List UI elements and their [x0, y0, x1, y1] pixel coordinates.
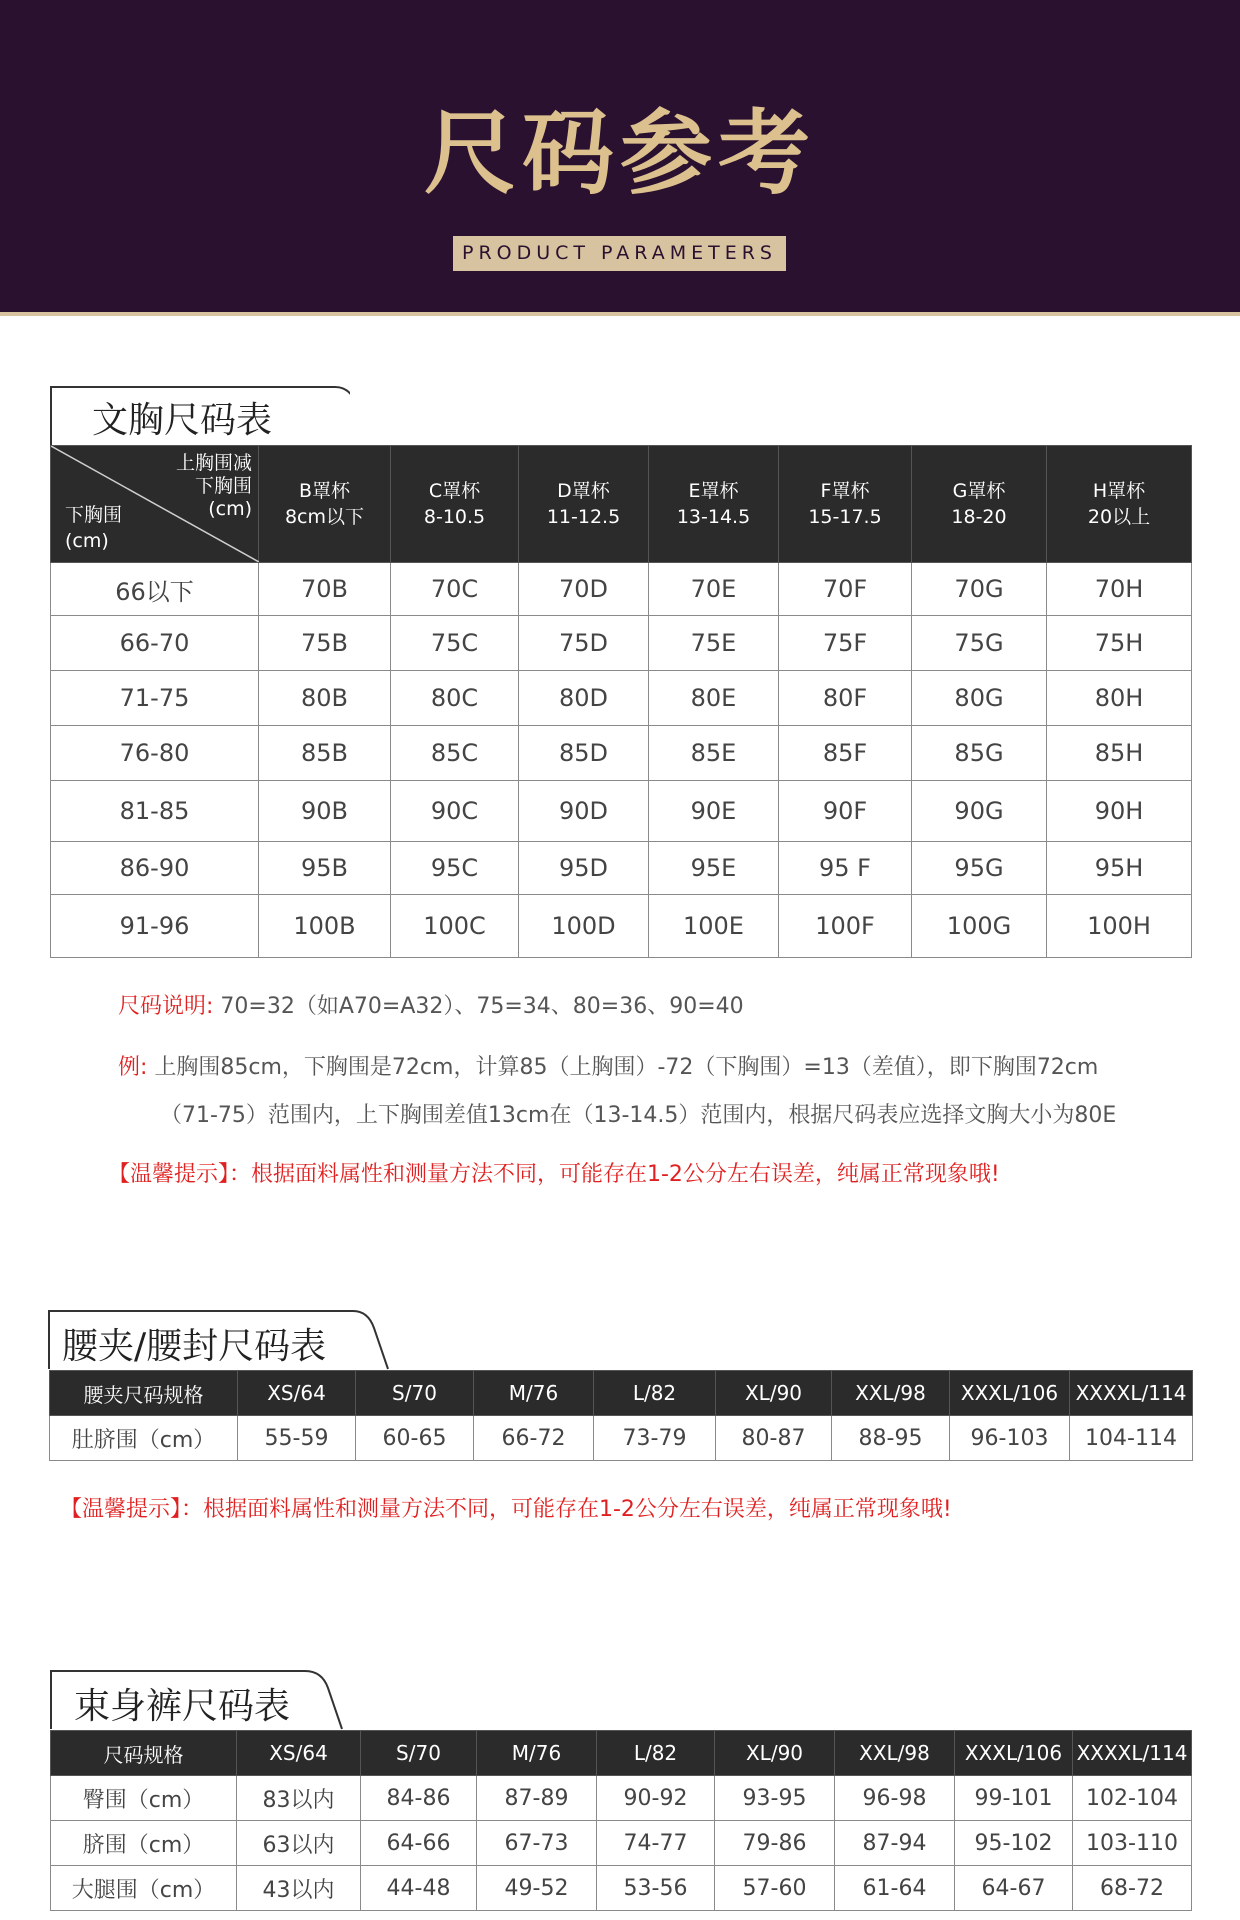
bra-size-cell: 75B [259, 616, 391, 671]
cup-range: 8cm以下 [284, 506, 365, 528]
cup-name: H罩杯 [1092, 480, 1146, 502]
bra-size-tab-label: 文胸尺码表 [92, 400, 273, 441]
bra-size-cell: 70F [779, 563, 912, 616]
example-text: （71-75）范围内，上下胸围差值13cm在（13-14.5）范围内，根据尺码表应选择文胸大小为80E [160, 1103, 1117, 1128]
size-explanation [118, 989, 744, 1020]
table-cell: 55-59 [238, 1416, 356, 1461]
bra-size-cell: 95B [259, 842, 391, 895]
table-cell: 64-66 [361, 1821, 477, 1866]
table-cell: 80-87 [716, 1416, 832, 1461]
column-header: XXXXL/114 [1070, 1371, 1193, 1416]
bra-size-cell: 80H [1047, 671, 1192, 726]
bra-size-cell: 70D [519, 563, 649, 616]
bra-size-cell: 75F [779, 616, 912, 671]
table-cell: 61-64 [835, 1866, 955, 1911]
cup-name: B罩杯 [298, 480, 351, 502]
table-cell: 57-60 [715, 1866, 835, 1911]
column-header: XXXXL/114 [1073, 1731, 1192, 1776]
bra-header-row [51, 446, 1192, 563]
column-header: XS/64 [237, 1731, 361, 1776]
cup-header [391, 446, 519, 563]
cup-header [259, 446, 391, 563]
cup-name: G罩杯 [952, 480, 1006, 502]
bra-size-cell: 95D [519, 842, 649, 895]
bra-size-cell: 80F [779, 671, 912, 726]
waist-size-tab [48, 1308, 348, 1370]
table-cell: 74-77 [597, 1821, 715, 1866]
column-header: S/70 [361, 1731, 477, 1776]
column-header: XXL/98 [835, 1731, 955, 1776]
bra-size-cell: 100E [649, 895, 779, 958]
bra-size-cell: 100C [391, 895, 519, 958]
cup-range: 20以上 [1087, 506, 1151, 528]
bra-size-cell: 80G [912, 671, 1047, 726]
table-cell: 95-102 [955, 1821, 1073, 1866]
table-row [51, 1866, 1192, 1911]
table-cell: 99-101 [955, 1776, 1073, 1821]
bra-size-cell: 95C [391, 842, 519, 895]
cup-header [779, 446, 912, 563]
table-row [51, 563, 1192, 616]
table-row [51, 1821, 1192, 1866]
waist-size-table [49, 1370, 1193, 1461]
cup-header [1047, 446, 1192, 563]
bra-size-cell: 90C [391, 781, 519, 842]
page-title: 尺码参考 [423, 100, 816, 207]
row-label: 大腿围（cm） [51, 1866, 237, 1911]
table-cell: 79-86 [715, 1821, 835, 1866]
table-cell: 96-98 [835, 1776, 955, 1821]
column-header: XL/90 [715, 1731, 835, 1776]
table-cell: 93-95 [715, 1776, 835, 1821]
bra-size-table [50, 445, 1192, 958]
column-header: M/76 [474, 1371, 594, 1416]
waist-header-row [50, 1371, 1193, 1416]
column-header: XXXL/106 [955, 1731, 1073, 1776]
bra-size-cell: 70G [912, 563, 1047, 616]
bra-table-body [51, 563, 1192, 958]
cup-range: 8-10.5 [423, 506, 486, 528]
bra-size-cell: 70H [1047, 563, 1192, 616]
row-label: 肚脐围（cm） [50, 1416, 238, 1461]
table-cell: 67-73 [477, 1821, 597, 1866]
underbust-range-cell: 86-90 [51, 842, 259, 895]
bra-size-cell: 100H [1047, 895, 1192, 958]
corner-top-line: 上胸围减 [175, 452, 252, 474]
bra-size-cell: 100B [259, 895, 391, 958]
bra-size-cell: 95H [1047, 842, 1192, 895]
cup-header [519, 446, 649, 563]
bra-size-cell: 90F [779, 781, 912, 842]
example-text: 上胸围85cm，下胸围是72cm，计算85（上胸围）-72（下胸围）=13（差值），即下胸围72cm [147, 1055, 1099, 1080]
table-row [51, 616, 1192, 671]
bra-size-cell: 95G [912, 842, 1047, 895]
table-cell: 60-65 [356, 1416, 474, 1461]
table-cell: 44-48 [361, 1866, 477, 1911]
underbust-range-cell: 81-85 [51, 781, 259, 842]
bra-size-cell: 80E [649, 671, 779, 726]
table-row [51, 1776, 1192, 1821]
table-cell: 64-67 [955, 1866, 1073, 1911]
table-cell: 83以内 [237, 1776, 361, 1821]
cup-range: 15-17.5 [808, 506, 882, 528]
bra-size-cell: 100F [779, 895, 912, 958]
table-cell: 68-72 [1073, 1866, 1192, 1911]
cup-name: E罩杯 [688, 480, 739, 502]
underbust-range-cell: 66以下 [51, 563, 259, 616]
page-subtitle: PRODUCT PARAMETERS [453, 236, 786, 271]
bra-size-cell: 90H [1047, 781, 1192, 842]
bra-size-cell: 75D [519, 616, 649, 671]
corner-top-line: 下胸围 [194, 475, 252, 497]
underbust-range-cell: 91-96 [51, 895, 259, 958]
bra-size-cell: 100G [912, 895, 1047, 958]
example-line-1 [118, 1050, 1098, 1081]
shapewear-table-body [51, 1776, 1192, 1911]
table-row [51, 726, 1192, 781]
shapewear-size-tab-label: 束身裤尺码表 [74, 1686, 291, 1727]
table-cell: 88-95 [832, 1416, 950, 1461]
bra-size-cell: 85F [779, 726, 912, 781]
table-cell: 103-110 [1073, 1821, 1192, 1866]
bra-size-cell: 90E [649, 781, 779, 842]
bra-size-cell: 85C [391, 726, 519, 781]
bra-size-cell: 70B [259, 563, 391, 616]
underbust-range-cell: 66-70 [51, 616, 259, 671]
table-cell: 53-56 [597, 1866, 715, 1911]
table-cell: 84-86 [361, 1776, 477, 1821]
column-header: 尺码规格 [51, 1731, 237, 1776]
waist-size-tab-label: 腰夹/腰封尺码表 [62, 1326, 327, 1367]
bra-size-cell: 80B [259, 671, 391, 726]
table-cell: 104-114 [1070, 1416, 1193, 1461]
table-cell: 87-94 [835, 1821, 955, 1866]
cup-name: C罩杯 [428, 480, 481, 502]
corner-top-line: (cm) [208, 498, 252, 520]
bra-size-cell: 85D [519, 726, 649, 781]
bra-size-cell: 75G [912, 616, 1047, 671]
bra-size-cell: 90B [259, 781, 391, 842]
table-row [50, 1416, 1193, 1461]
table-cell: 66-72 [474, 1416, 594, 1461]
column-header: XS/64 [238, 1371, 356, 1416]
cup-header [649, 446, 779, 563]
shapewear-size-table [50, 1730, 1192, 1911]
column-header: M/76 [477, 1731, 597, 1776]
table-cell: 49-52 [477, 1866, 597, 1911]
bra-size-cell: 85E [649, 726, 779, 781]
table-cell: 43以内 [237, 1866, 361, 1911]
table-cell: 102-104 [1073, 1776, 1192, 1821]
column-header: 腰夹尺码规格 [50, 1371, 238, 1416]
column-header: XL/90 [716, 1371, 832, 1416]
column-header: XXXL/106 [950, 1371, 1070, 1416]
bra-size-cell: 90D [519, 781, 649, 842]
warm-tip: 【温馨提示】：根据面料属性和测量方法不同，可能存在1-2公分左右误差，纯属正常现象哦! [60, 1497, 952, 1522]
bra-size-cell: 80C [391, 671, 519, 726]
table-row [51, 671, 1192, 726]
table-cell: 90-92 [597, 1776, 715, 1821]
corner-bottom-line: (cm) [65, 530, 109, 552]
underbust-range-cell: 76-80 [51, 726, 259, 781]
column-header: XXL/98 [832, 1371, 950, 1416]
bra-size-cell: 80D [519, 671, 649, 726]
bra-corner-bottom-label [65, 502, 122, 554]
column-header: L/82 [597, 1731, 715, 1776]
bra-size-cell: 90G [912, 781, 1047, 842]
column-header: S/70 [356, 1371, 474, 1416]
example-label: 例: [118, 1055, 148, 1080]
corner-bottom-line: 下胸围 [65, 504, 123, 526]
bra-size-cell: 85H [1047, 726, 1192, 781]
bra-size-cell: 100D [519, 895, 649, 958]
table-row [51, 895, 1192, 958]
bra-size-cell: 75C [391, 616, 519, 671]
bra-size-tab [50, 384, 350, 446]
bra-size-cell: 85B [259, 726, 391, 781]
table-row [51, 842, 1192, 895]
size-explanation-text: 70=32（如A70=A32）、75=34、80=36、90=40 [213, 994, 744, 1019]
bra-size-cell: 95 F [779, 842, 912, 895]
size-explanation-label: 尺码说明: [118, 994, 214, 1019]
cup-header [912, 446, 1047, 563]
cup-name: F罩杯 [820, 480, 870, 502]
row-label: 臀围（cm） [51, 1776, 237, 1821]
cup-range: 18-20 [951, 506, 1007, 528]
row-label: 脐围（cm） [51, 1821, 237, 1866]
cup-range: 11-12.5 [546, 506, 621, 528]
bra-corner-header [51, 446, 259, 563]
bra-size-cell: 85G [912, 726, 1047, 781]
table-cell: 87-89 [477, 1776, 597, 1821]
bra-size-cell: 70C [391, 563, 519, 616]
bra-size-cell: 75E [649, 616, 779, 671]
column-header: L/82 [594, 1371, 716, 1416]
cup-range: 13-14.5 [676, 506, 751, 528]
table-cell: 63以内 [237, 1821, 361, 1866]
warm-tip: 【温馨提示】：根据面料属性和测量方法不同，可能存在1-2公分左右误差，纯属正常现象哦! [108, 1162, 1000, 1187]
shapewear-size-tab [50, 1668, 350, 1730]
bra-size-cell: 75H [1047, 616, 1192, 671]
table-row [51, 781, 1192, 842]
underbust-range-cell: 71-75 [51, 671, 259, 726]
bra-corner-top-label [176, 452, 252, 521]
bra-size-cell: 70E [649, 563, 779, 616]
shapewear-header-row [51, 1731, 1192, 1776]
header-divider [0, 312, 1240, 316]
table-cell: 96-103 [950, 1416, 1070, 1461]
example-line-2 [160, 1098, 1116, 1129]
table-cell: 73-79 [594, 1416, 716, 1461]
bra-size-cell: 95E [649, 842, 779, 895]
cup-name: D罩杯 [557, 480, 610, 502]
